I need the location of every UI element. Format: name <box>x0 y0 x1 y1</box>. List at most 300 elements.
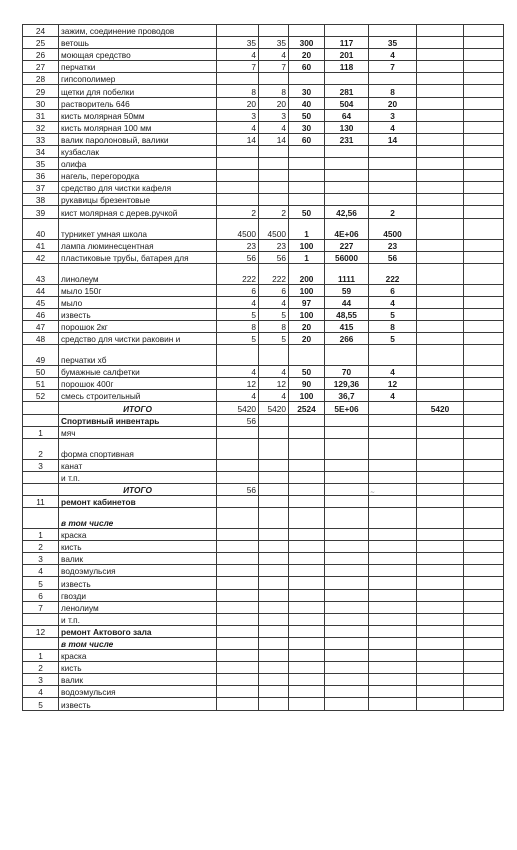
table-row <box>23 251 504 263</box>
quantity-planned <box>217 145 259 157</box>
unit-value <box>289 541 325 553</box>
empty-cell <box>464 650 504 662</box>
empty-cell <box>464 698 504 710</box>
item-name: щетки для побелки <box>59 85 217 97</box>
row-number: 4 <box>23 565 59 577</box>
unit-value <box>289 637 325 649</box>
item-name: форма спортивная <box>59 438 217 459</box>
row-number: 37 <box>23 182 59 194</box>
table-row <box>23 170 504 182</box>
quantity-actual: 56 <box>259 251 289 263</box>
item-name: средство для чистки раковин и <box>59 333 217 345</box>
amount-value <box>325 471 369 483</box>
quantity-planned <box>217 625 259 637</box>
unit-value <box>289 459 325 471</box>
row-number: 30 <box>23 97 59 109</box>
quantity-actual <box>259 625 289 637</box>
unit-value <box>289 577 325 589</box>
item-name: перчатки хб <box>59 345 217 366</box>
quantity-planned <box>217 553 259 565</box>
empty-cell <box>464 37 504 49</box>
amount-value: 504 <box>325 97 369 109</box>
section-row <box>23 625 504 637</box>
item-name: смесь строительный <box>59 390 217 402</box>
amount-value: 1111 <box>325 263 369 284</box>
grand-total <box>417 158 464 170</box>
row-number <box>23 471 59 483</box>
empty-cell <box>464 390 504 402</box>
quantity-actual <box>259 170 289 182</box>
quantity-total <box>369 625 417 637</box>
item-name: гипсополимер <box>59 73 217 85</box>
grand-total <box>417 61 464 73</box>
quantity-planned: 4 <box>217 49 259 61</box>
unit-value <box>289 613 325 625</box>
row-number <box>23 414 59 426</box>
quantity-planned <box>217 25 259 37</box>
empty-cell <box>464 414 504 426</box>
empty-cell <box>464 686 504 698</box>
section-row <box>23 414 504 426</box>
table-row <box>23 25 504 37</box>
item-name: ремонт Актового зала <box>59 625 217 637</box>
table-row <box>23 61 504 73</box>
row-number: 51 <box>23 378 59 390</box>
row-number: 27 <box>23 61 59 73</box>
quantity-actual <box>259 674 289 686</box>
unit-value <box>289 73 325 85</box>
amount-value: 415 <box>325 320 369 332</box>
amount-value: 4E+06 <box>325 218 369 239</box>
amount-value: 281 <box>325 85 369 97</box>
quantity-actual: 5420 <box>259 402 289 414</box>
quantity-planned: 56 <box>217 414 259 426</box>
grand-total <box>417 662 464 674</box>
quantity-planned <box>217 508 259 529</box>
quantity-actual: 5 <box>259 333 289 345</box>
grand-total <box>417 121 464 133</box>
quantity-total: 6 <box>369 284 417 296</box>
item-name: пластиковые трубы, батарея для <box>59 251 217 263</box>
item-name: водоэмульсия <box>59 686 217 698</box>
item-name: и т.п. <box>59 471 217 483</box>
item-name: водоэмульсия <box>59 565 217 577</box>
quantity-planned: 23 <box>217 239 259 251</box>
item-name: порошок 400г <box>59 378 217 390</box>
unit-value <box>289 625 325 637</box>
quantity-actual <box>259 565 289 577</box>
table-row <box>23 565 504 577</box>
table-row <box>23 73 504 85</box>
amount-value <box>325 459 369 471</box>
amount-value <box>325 182 369 194</box>
table-row <box>23 613 504 625</box>
row-number: 2 <box>23 438 59 459</box>
row-number: 25 <box>23 37 59 49</box>
row-number: 33 <box>23 133 59 145</box>
row-number: 47 <box>23 320 59 332</box>
pencil-mark: ~ <box>370 489 376 496</box>
unit-value: 2524 <box>289 402 325 414</box>
grand-total <box>417 565 464 577</box>
quantity-total <box>369 601 417 613</box>
quantity-total: 3 <box>369 109 417 121</box>
amount-value: 231 <box>325 133 369 145</box>
item-name: растворитель 646 <box>59 97 217 109</box>
quantity-total: 23 <box>369 239 417 251</box>
unit-value <box>289 601 325 613</box>
amount-value: 48,55 <box>325 308 369 320</box>
quantity-actual <box>259 459 289 471</box>
grand-total <box>417 601 464 613</box>
quantity-total <box>369 662 417 674</box>
row-number: 5 <box>23 577 59 589</box>
quantity-total <box>369 553 417 565</box>
empty-cell <box>464 296 504 308</box>
empty-cell <box>464 158 504 170</box>
unit-value <box>289 414 325 426</box>
item-name: перчатки <box>59 61 217 73</box>
empty-cell <box>464 345 504 366</box>
grand-total <box>417 483 464 495</box>
table-row <box>23 206 504 218</box>
grand-total <box>417 170 464 182</box>
empty-cell <box>464 613 504 625</box>
quantity-actual <box>259 637 289 649</box>
item-name: и т.п. <box>59 613 217 625</box>
grand-total <box>417 133 464 145</box>
grand-total <box>417 496 464 508</box>
unit-value: 100 <box>289 239 325 251</box>
row-number: 1 <box>23 426 59 438</box>
quantity-total <box>369 577 417 589</box>
unit-value <box>289 496 325 508</box>
amount-value <box>325 508 369 529</box>
unit-value <box>289 674 325 686</box>
empty-cell <box>464 61 504 73</box>
grand-total <box>417 85 464 97</box>
quantity-total: 4 <box>369 390 417 402</box>
grand-total <box>417 296 464 308</box>
empty-cell <box>464 85 504 97</box>
amount-value <box>325 438 369 459</box>
table-row <box>23 378 504 390</box>
amount-value <box>325 194 369 206</box>
table-row <box>23 541 504 553</box>
grand-total <box>417 650 464 662</box>
quantity-actual <box>259 483 289 495</box>
quantity-total <box>369 414 417 426</box>
row-number: 31 <box>23 109 59 121</box>
quantity-total <box>369 589 417 601</box>
row-number: 1 <box>23 529 59 541</box>
empty-cell <box>464 589 504 601</box>
table-row <box>23 390 504 402</box>
quantity-planned: 5 <box>217 333 259 345</box>
empty-cell <box>464 378 504 390</box>
empty-cell <box>464 438 504 459</box>
quantity-actual <box>259 541 289 553</box>
quantity-actual <box>259 426 289 438</box>
grand-total <box>417 73 464 85</box>
quantity-total: 222 <box>369 263 417 284</box>
quantity-total <box>369 25 417 37</box>
item-name: мыло 150г <box>59 284 217 296</box>
row-number: 36 <box>23 170 59 182</box>
grand-total <box>417 333 464 345</box>
grand-total <box>417 218 464 239</box>
amount-value <box>325 637 369 649</box>
item-name: кисть молярная 100 мм <box>59 121 217 133</box>
grand-total <box>417 577 464 589</box>
unit-value <box>289 158 325 170</box>
quantity-planned <box>217 650 259 662</box>
quantity-total <box>369 402 417 414</box>
quantity-total <box>369 426 417 438</box>
quantity-total: 56 <box>369 251 417 263</box>
table-row <box>23 601 504 613</box>
row-number <box>23 637 59 649</box>
quantity-total <box>369 508 417 529</box>
amount-value: 266 <box>325 333 369 345</box>
quantity-actual <box>259 686 289 698</box>
item-name: мяч <box>59 426 217 438</box>
quantity-total: 4 <box>369 296 417 308</box>
table-row <box>23 366 504 378</box>
grand-total <box>417 194 464 206</box>
amount-value <box>325 686 369 698</box>
unit-value: 1 <box>289 218 325 239</box>
row-number: 32 <box>23 121 59 133</box>
unit-value: 20 <box>289 320 325 332</box>
quantity-planned: 3 <box>217 109 259 121</box>
item-name: средство для чистки кафеля <box>59 182 217 194</box>
row-number: 39 <box>23 206 59 218</box>
quantity-total: 20 <box>369 97 417 109</box>
empty-cell <box>464 239 504 251</box>
quantity-actual <box>259 438 289 459</box>
item-name: краска <box>59 650 217 662</box>
amount-value <box>325 145 369 157</box>
amount-value: 201 <box>325 49 369 61</box>
row-number: 4 <box>23 686 59 698</box>
unit-value <box>289 426 325 438</box>
empty-cell <box>464 49 504 61</box>
table-row <box>23 121 504 133</box>
item-name: линолеум <box>59 263 217 284</box>
grand-total <box>417 320 464 332</box>
amount-value <box>325 601 369 613</box>
quantity-total <box>369 194 417 206</box>
quantity-actual: 4 <box>259 121 289 133</box>
quantity-planned <box>217 471 259 483</box>
table-row <box>23 426 504 438</box>
quantity-actual: 2 <box>259 206 289 218</box>
amount-value <box>325 577 369 589</box>
amount-value <box>325 25 369 37</box>
quantity-actual <box>259 662 289 674</box>
unit-value: 50 <box>289 206 325 218</box>
table-row <box>23 674 504 686</box>
item-name: олифа <box>59 158 217 170</box>
unit-value: 1 <box>289 251 325 263</box>
table-row <box>23 459 504 471</box>
item-name: краска <box>59 529 217 541</box>
unit-value <box>289 698 325 710</box>
row-number: 3 <box>23 553 59 565</box>
quantity-actual: 3 <box>259 109 289 121</box>
quantity-planned <box>217 170 259 182</box>
quantity-actual <box>259 471 289 483</box>
item-name: порошок 2кг <box>59 320 217 332</box>
unit-value: 20 <box>289 49 325 61</box>
amount-value: 42,56 <box>325 206 369 218</box>
quantity-planned: 14 <box>217 133 259 145</box>
quantity-total <box>369 650 417 662</box>
quantity-actual: 7 <box>259 61 289 73</box>
table-row <box>23 637 504 649</box>
empty-cell <box>464 206 504 218</box>
empty-cell <box>464 182 504 194</box>
quantity-total <box>369 637 417 649</box>
unit-value: 60 <box>289 133 325 145</box>
item-name: кузбаслак <box>59 145 217 157</box>
item-name: в том числе <box>59 637 217 649</box>
item-name: ремонт кабинетов <box>59 496 217 508</box>
row-number: 52 <box>23 390 59 402</box>
grand-total <box>417 674 464 686</box>
quantity-actual <box>259 589 289 601</box>
unit-value: 20 <box>289 333 325 345</box>
row-number: 35 <box>23 158 59 170</box>
quantity-actual: 14 <box>259 133 289 145</box>
grand-total <box>417 97 464 109</box>
row-number: 42 <box>23 251 59 263</box>
quantity-total <box>369 145 417 157</box>
row-number <box>23 613 59 625</box>
empty-cell <box>464 496 504 508</box>
table-row <box>23 438 504 459</box>
quantity-total: 4 <box>369 366 417 378</box>
quantity-planned <box>217 637 259 649</box>
quantity-total <box>369 565 417 577</box>
unit-value <box>289 565 325 577</box>
grand-total <box>417 438 464 459</box>
row-number: 5 <box>23 698 59 710</box>
row-number: 1 <box>23 650 59 662</box>
empty-cell <box>464 333 504 345</box>
empty-cell <box>464 251 504 263</box>
quantity-actual: 8 <box>259 85 289 97</box>
empty-cell <box>464 145 504 157</box>
grand-total <box>417 37 464 49</box>
amount-value <box>325 662 369 674</box>
quantity-actual <box>259 577 289 589</box>
empty-cell <box>464 366 504 378</box>
item-name: мыло <box>59 296 217 308</box>
item-name: нагель, перегородка <box>59 170 217 182</box>
empty-cell <box>464 133 504 145</box>
amount-value: 118 <box>325 61 369 73</box>
item-name: известь <box>59 577 217 589</box>
grand-total <box>417 390 464 402</box>
quantity-planned: 56 <box>217 251 259 263</box>
item-name: валик <box>59 674 217 686</box>
row-number: 43 <box>23 263 59 284</box>
quantity-planned <box>217 601 259 613</box>
unit-value <box>289 170 325 182</box>
table-row <box>23 37 504 49</box>
quantity-actual: 5 <box>259 308 289 320</box>
unit-value: 100 <box>289 390 325 402</box>
quantity-total: 4500 <box>369 218 417 239</box>
empty-cell <box>464 121 504 133</box>
grand-total <box>417 206 464 218</box>
table-row <box>23 97 504 109</box>
amount-value <box>325 170 369 182</box>
grand-total <box>417 426 464 438</box>
total-row <box>23 483 504 495</box>
empty-cell <box>464 471 504 483</box>
grand-total <box>417 378 464 390</box>
empty-cell <box>464 601 504 613</box>
quantity-actual <box>259 496 289 508</box>
grand-total <box>417 182 464 194</box>
quantity-actual <box>259 650 289 662</box>
empty-cell <box>464 541 504 553</box>
quantity-total: 12 <box>369 378 417 390</box>
quantity-total <box>369 170 417 182</box>
row-number: 49 <box>23 345 59 366</box>
quantity-planned: 6 <box>217 284 259 296</box>
quantity-planned <box>217 589 259 601</box>
grand-total <box>417 263 464 284</box>
amount-value <box>325 553 369 565</box>
quantity-total: 8 <box>369 320 417 332</box>
row-number: 50 <box>23 366 59 378</box>
empty-cell <box>464 170 504 182</box>
grand-total <box>417 589 464 601</box>
quantity-total: 2 <box>369 206 417 218</box>
empty-cell <box>464 218 504 239</box>
item-name: валик паролоновый, валики <box>59 133 217 145</box>
quantity-planned: 5420 <box>217 402 259 414</box>
grand-total <box>417 49 464 61</box>
row-number: 38 <box>23 194 59 206</box>
row-number: 2 <box>23 662 59 674</box>
row-number: 6 <box>23 589 59 601</box>
grand-total <box>417 25 464 37</box>
table-row <box>23 182 504 194</box>
quantity-planned <box>217 438 259 459</box>
row-number: 3 <box>23 459 59 471</box>
table-row <box>23 686 504 698</box>
quantity-planned: 35 <box>217 37 259 49</box>
table-row <box>23 471 504 483</box>
amount-value <box>325 496 369 508</box>
grand-total <box>417 459 464 471</box>
quantity-actual <box>259 529 289 541</box>
quantity-total <box>369 529 417 541</box>
quantity-total <box>369 438 417 459</box>
empty-cell <box>464 284 504 296</box>
quantity-planned: 4 <box>217 296 259 308</box>
quantity-planned <box>217 698 259 710</box>
quantity-actual: 4 <box>259 366 289 378</box>
grand-total <box>417 541 464 553</box>
unit-value: 100 <box>289 284 325 296</box>
empty-cell <box>464 194 504 206</box>
